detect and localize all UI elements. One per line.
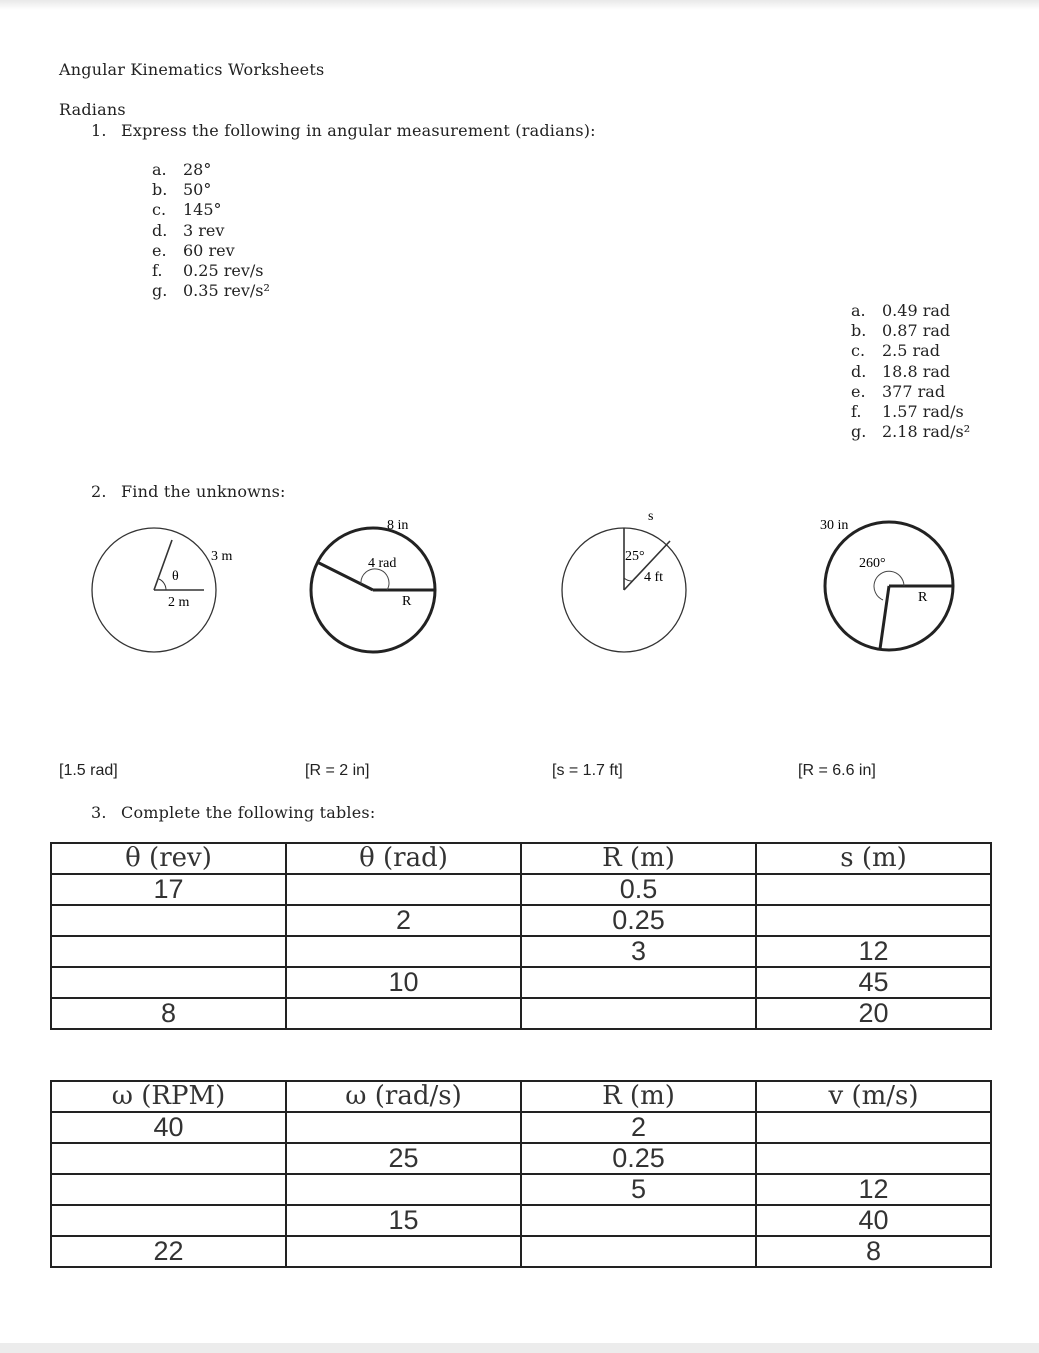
section-heading: Radians	[59, 100, 126, 119]
table-row	[51, 1205, 991, 1236]
list-item: g. 0.35 rev/s²	[152, 281, 270, 301]
table-header-row	[51, 843, 991, 874]
column-header: θ (rev)	[51, 843, 286, 874]
bottom-edge-shadow	[0, 1343, 1039, 1353]
table-cell: 2	[521, 1112, 756, 1143]
fig3-label-angle: 25°	[625, 549, 645, 564]
answer-item: b. 0.87 rad	[851, 321, 951, 341]
table-row	[51, 874, 991, 905]
table-cell: 45	[756, 967, 991, 998]
q1-answer-list	[851, 301, 970, 442]
table-cell	[286, 874, 521, 905]
table-cell	[521, 967, 756, 998]
table-cell	[286, 936, 521, 967]
table-cell	[521, 998, 756, 1029]
answer-item: c. 2.5 rad	[851, 341, 940, 361]
fig4-answer: [R = 6.6 in]	[798, 762, 876, 779]
column-header: θ (rad)	[286, 843, 521, 874]
table-cell: 17	[51, 874, 286, 905]
q2-number: 2.	[91, 482, 107, 501]
list-item: e. 60 rev	[152, 240, 235, 260]
table-cell	[51, 905, 286, 936]
table-cell: 8	[756, 1236, 991, 1267]
q1-prompt: Express the following in angular measurement (radians):	[121, 121, 596, 140]
q3-prompt: Complete the following tables:	[121, 803, 376, 822]
table-cell	[51, 967, 286, 998]
table-cell	[51, 1143, 286, 1174]
column-header: v (m/s)	[756, 1081, 991, 1112]
table-cell	[286, 1174, 521, 1205]
q3-number: 3.	[91, 803, 107, 822]
table-angular-displacement	[50, 842, 992, 1030]
table-cell: 15	[286, 1205, 521, 1236]
table-cell	[756, 1112, 991, 1143]
table-cell	[756, 1143, 991, 1174]
fig4-label-angle: 260°	[859, 556, 886, 571]
table-header-row	[51, 1081, 991, 1112]
fig4-label-arc: 30 in	[820, 518, 849, 533]
figure-circle-2	[305, 512, 445, 662]
table-row	[51, 1143, 991, 1174]
top-edge-shadow	[0, 0, 1039, 10]
table-row	[51, 905, 991, 936]
table-cell: 0.25	[521, 1143, 756, 1174]
fig3-answer: [s = 1.7 ft]	[552, 762, 623, 779]
figure-circle-3	[556, 506, 696, 662]
column-header: ω (RPM)	[51, 1081, 286, 1112]
table-row	[51, 936, 991, 967]
q1-number: 1.	[91, 121, 107, 140]
table-cell	[51, 936, 286, 967]
column-header: R (m)	[521, 843, 756, 874]
table-cell	[756, 874, 991, 905]
fig2-answer: [R = 2 in]	[305, 762, 370, 779]
table-cell	[51, 1174, 286, 1205]
table-row	[51, 1174, 991, 1205]
list-item: c. 145°	[152, 200, 222, 220]
answer-item: e. 377 rad	[851, 381, 946, 401]
table-cell: 12	[756, 1174, 991, 1205]
column-header: s (m)	[756, 843, 991, 874]
table-cell	[521, 1205, 756, 1236]
table-cell: 8	[51, 998, 286, 1029]
table-cell	[521, 1236, 756, 1267]
fig2-label-angle: 4 rad	[368, 556, 397, 571]
list-item: a. 28°	[152, 160, 212, 179]
table-cell: 40	[756, 1205, 991, 1236]
answer-item: g. 2.18 rad/s²	[851, 422, 971, 442]
fig4-label-radius: R	[918, 590, 928, 605]
table-cell: 5	[521, 1174, 756, 1205]
table-angular-velocity	[50, 1080, 992, 1268]
fig1-label-radius: 2 m	[168, 595, 190, 610]
fig1-label-angle: θ	[172, 569, 179, 584]
answer-item: f. 1.57 rad/s	[851, 402, 964, 422]
table-cell: 0.5	[521, 874, 756, 905]
fig1-label-arc: 3 m	[211, 549, 233, 564]
table-cell: 3	[521, 936, 756, 967]
fig1-answer: [1.5 rad]	[59, 762, 118, 779]
table-cell	[51, 1205, 286, 1236]
table-cell	[286, 998, 521, 1029]
q2-prompt: Find the unknowns:	[121, 482, 286, 501]
q1-item-list	[152, 160, 270, 301]
table-cell: 0.25	[521, 905, 756, 936]
table-cell: 10	[286, 967, 521, 998]
answer-item: d. 18.8 rad	[851, 361, 951, 381]
answer-item: a. 0.49 rad	[851, 301, 951, 320]
table-cell: 20	[756, 998, 991, 1029]
fig3-label-arc: s	[648, 509, 654, 524]
table-row	[51, 998, 991, 1029]
fig2-label-arc: 8 in	[387, 518, 409, 533]
figure-circle-1	[86, 522, 233, 662]
list-item: d. 3 rev	[152, 220, 225, 240]
table-cell	[286, 1112, 521, 1143]
table-row	[51, 1112, 991, 1143]
fig3-label-radius: 4 ft	[644, 570, 664, 585]
table-row	[51, 967, 991, 998]
table-cell: 22	[51, 1236, 286, 1267]
table-row	[51, 1236, 991, 1267]
table-cell: 12	[756, 936, 991, 967]
column-header: R (m)	[521, 1081, 756, 1112]
page-title: Angular Kinematics Worksheets	[59, 60, 325, 79]
list-item: f. 0.25 rev/s	[152, 261, 264, 281]
table-cell	[286, 1236, 521, 1267]
list-item: b. 50°	[152, 180, 212, 200]
table-cell: 40	[51, 1112, 286, 1143]
table-cell	[756, 905, 991, 936]
table-cell: 25	[286, 1143, 521, 1174]
table-cell: 2	[286, 905, 521, 936]
column-header: ω (rad/s)	[286, 1081, 521, 1112]
figure-circle-4	[818, 512, 968, 662]
fig2-label-radius: R	[402, 594, 412, 609]
